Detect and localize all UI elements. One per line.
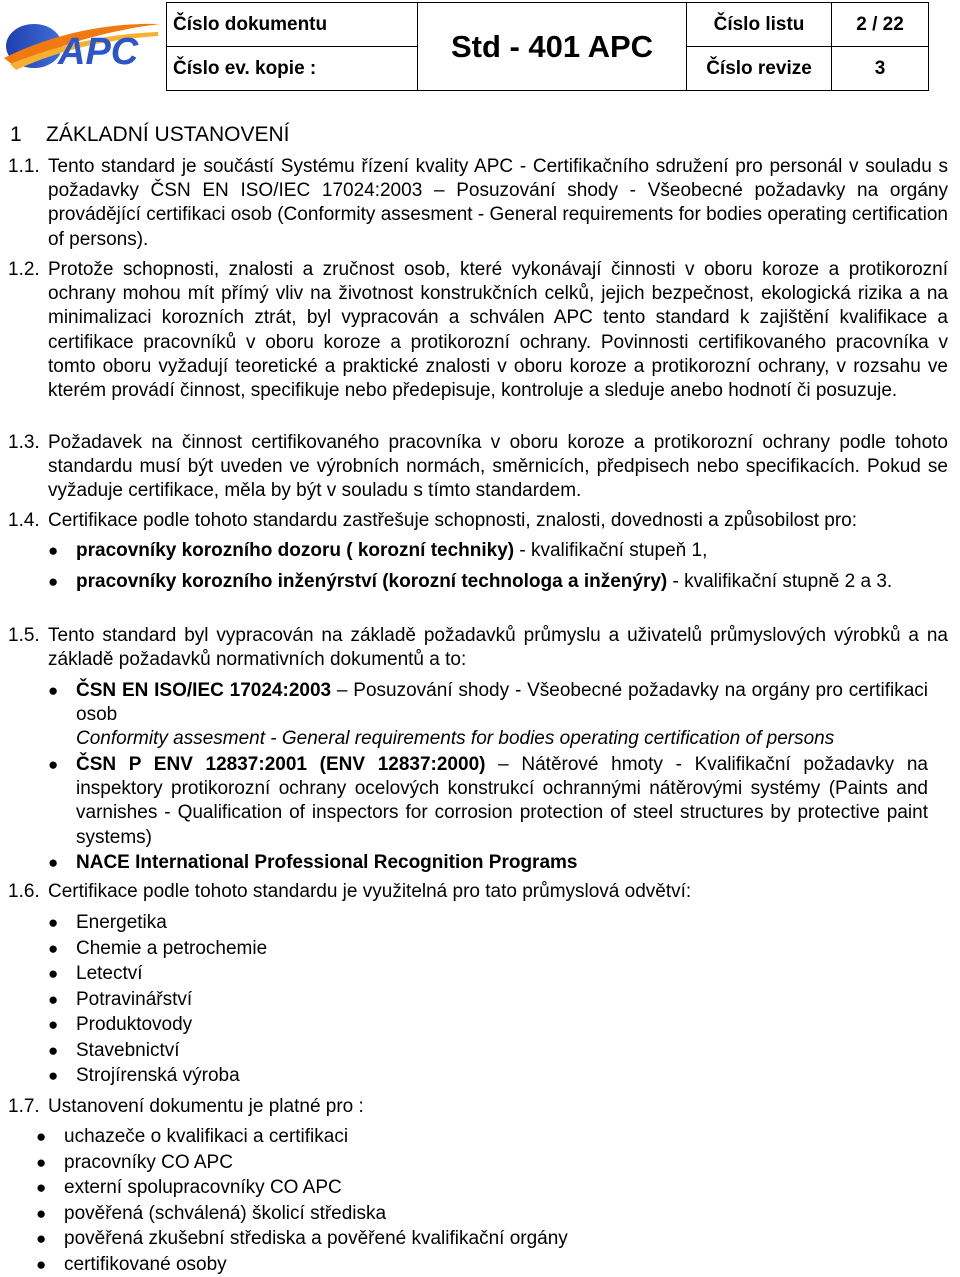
- list-item: ● pracovníky korozního dozoru ( korozní techniky) - kvalifikační stupeň 1,: [48, 539, 928, 563]
- paragraph-text: Tento standard je součástí Systému řízení kvality APC - Certifikačního sdružení pro personál v souladu s požadavky ČSN EN ISO/IEC 17024:2003 – Posuzování shody - Všeobecné požadavky na orgány provádějící certifikaci osob (Conformity assesment - General requirements for bodies operating certification of persons).: [48, 156, 948, 250]
- list-item: ● externí spolupracovníky CO APC: [36, 1176, 916, 1200]
- bullet-icon: ●: [48, 913, 59, 932]
- paragraph-1-1: [8, 155, 948, 252]
- bullet-icon: ●: [48, 681, 59, 700]
- bullet-icon: ●: [48, 853, 59, 872]
- bullet-icon: ●: [48, 1015, 59, 1034]
- bullet-icon: ●: [36, 1178, 47, 1197]
- bullet-icon: ●: [36, 1127, 47, 1146]
- paragraph-1-3: [8, 431, 948, 504]
- sheet-value: 2 / 22: [832, 3, 929, 47]
- bullet-icon: ●: [48, 572, 59, 591]
- paragraph-number: 1.2.: [8, 259, 40, 280]
- paragraph-number: 1.3.: [8, 432, 40, 453]
- list-item: ● certifikované osoby: [36, 1253, 916, 1277]
- bullet-icon: ●: [48, 755, 59, 774]
- list-item: ● Chemie a petrochemie: [48, 937, 928, 961]
- list-item: ● ČSN EN ISO/IEC 17024:2003 – Posuzování shody - Všeobecné požadavky na orgány pro certifikaci osob Conformity assesment - General requirements for bodies operating certification of persons: [48, 680, 928, 750]
- list-item: ● pověřená zkušební střediska a pověřené kvalifikační orgány: [36, 1227, 916, 1251]
- paragraph-1-2: [8, 258, 948, 403]
- bullet-icon: ●: [36, 1153, 47, 1172]
- paragraph-number: 1.4.: [8, 510, 40, 531]
- list-item: ● pracovníky CO APC: [36, 1151, 916, 1175]
- list-item: ● Produktovody: [48, 1013, 928, 1037]
- document-header: [0, 0, 960, 95]
- bullet-icon: ●: [48, 964, 59, 983]
- paragraph-1-4: [8, 509, 948, 533]
- list-item: ● Potravinářství: [48, 988, 928, 1012]
- section-heading: [10, 123, 290, 147]
- paragraph-1-5: [8, 624, 948, 672]
- section-number: 1: [10, 123, 22, 146]
- bullet-icon: ●: [36, 1255, 47, 1274]
- paragraph-text: Certifikace podle tohoto standardu je využitelná pro tato průmyslová odvětví:: [48, 881, 692, 902]
- paragraph-text: Protože schopnosti, znalosti a zručnost osob, které vykonávají činnosti v oboru koroze a protikorozní ochrany mohou mít přímý vliv na životnost konstrukčních celků, jejich bezpečnost, ekologická rizika a na minimalizaci korozních ztrát, byl vypracován a schválen APC tento standard k zajištění kvalifikace a certifikace pracovníků v oboru koroze a protikorozní ochrany. Povinnosti certifikovaného pracovníka v tomto oboru vyžadují teoretické a praktické znalosti v oboru koroze a protikorozní ochrany, v rozsahu ve kterém provádí činnost, specifikuje nebo předepisuje, kontroluje a sleduje anebo hodnotí či posuzuje.: [48, 259, 948, 402]
- bullet-icon: ●: [36, 1229, 47, 1248]
- list-item: ● Stavebnictví: [48, 1039, 928, 1063]
- standard-code: Std - 401 APC: [418, 3, 687, 91]
- list-item: ● Strojírenská výroba: [48, 1064, 928, 1088]
- bullet-icon: ●: [48, 990, 59, 1009]
- paragraph-text: Ustanovení dokumentu je platné pro :: [48, 1096, 364, 1117]
- bullet-icon: ●: [48, 541, 59, 560]
- list-item: ● ČSN P ENV 12837:2001 (ENV 12837:2000) – Nátěrové hmoty - Kvalifikační požadavky na inspektory protikorozní ochrany ocelových konstrukcí ochrannými nátěrovými systémy (Paints and varnishes - Qualification of inspectors for corrosion protection of steel structures by protective paint systems): [48, 754, 928, 848]
- paragraph-1-7: [8, 1095, 948, 1119]
- bullet-icon: ●: [48, 1066, 59, 1085]
- list-item: ● uchazeče o kvalifikaci a certifikaci: [36, 1125, 916, 1149]
- paragraph-number: 1.6.: [8, 881, 40, 902]
- paragraph-number: 1.7.: [8, 1096, 40, 1117]
- list-item: ● pověřená (schválená) školicí střediska: [36, 1202, 916, 1226]
- section-title: ZÁKLADNÍ USTANOVENÍ: [46, 123, 290, 146]
- bullet-icon: ●: [36, 1204, 47, 1223]
- sheet-label: Číslo listu: [687, 3, 832, 47]
- header-table: [166, 2, 929, 91]
- list-item: ● Letectví: [48, 962, 928, 986]
- paragraph-number: 1.5.: [8, 625, 40, 646]
- apc-logo: [0, 0, 166, 95]
- copy-number-label: Číslo ev. kopie :: [167, 47, 418, 91]
- paragraph-text: Certifikace podle tohoto standardu zastřešuje schopnosti, znalosti, dovednosti a způsobilost pro:: [48, 510, 858, 531]
- paragraph-text: Požadavek na činnost certifikovaného pracovníka v oboru koroze a protikorozní ochrany podle tohoto standardu musí být uveden ve výrobních normách, směrnicích, předpisech nebo specifikacích. Pokud se vyžaduje certifikace, měla by být v souladu s tímto standardem.: [48, 432, 948, 502]
- paragraph-text: Tento standard byl vypracován na základě požadavků průmyslu a uživatelů průmyslových výrobků a na základě požadavků normativních dokumentů a to:: [48, 625, 948, 671]
- paragraph-1-6: [8, 880, 948, 904]
- doc-number-label: Číslo dokumentu: [167, 3, 418, 47]
- revision-value: 3: [832, 47, 929, 91]
- list-item: ● pracovníky korozního inženýrství (korozní technologa a inženýry) - kvalifikační stupně 2 a 3.: [48, 570, 928, 594]
- bullet-icon: ●: [48, 1041, 59, 1060]
- svg-text:APC: APC: [58, 31, 139, 73]
- list-item: ● Energetika: [48, 911, 928, 935]
- paragraph-number: 1.1.: [8, 156, 40, 177]
- bullet-icon: ●: [48, 939, 59, 958]
- revision-label: Číslo revize: [687, 47, 832, 91]
- list-item: ● NACE International Professional Recognition Programs: [48, 851, 928, 875]
